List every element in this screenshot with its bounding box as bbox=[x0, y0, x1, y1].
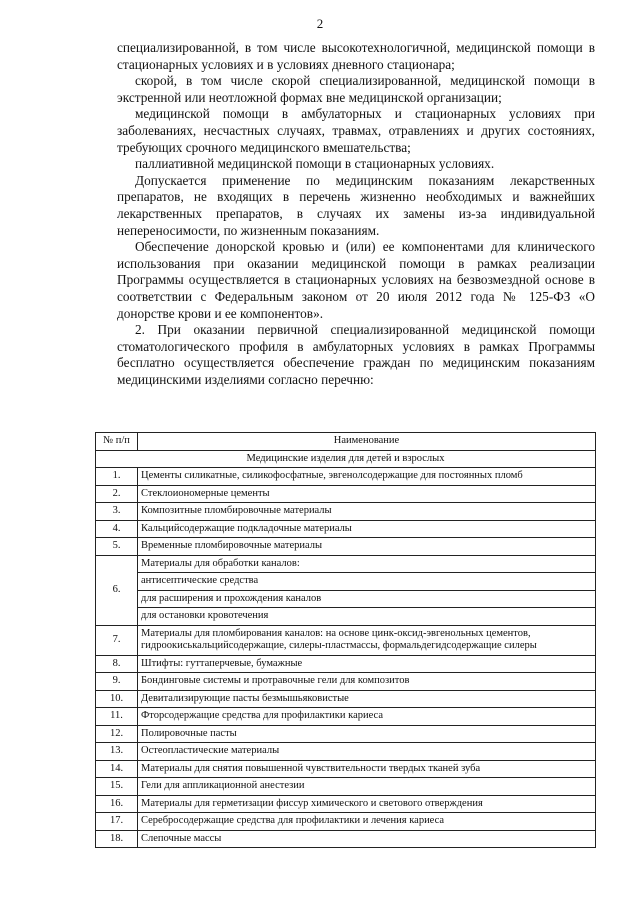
table-row bbox=[96, 690, 596, 708]
row-name: Материалы для обработки каналов: bbox=[138, 555, 596, 573]
table-row bbox=[96, 760, 596, 778]
row-number: 13. bbox=[96, 743, 138, 761]
table-row bbox=[96, 503, 596, 521]
table-row bbox=[96, 485, 596, 503]
table-row bbox=[96, 655, 596, 673]
row-number: 15. bbox=[96, 778, 138, 796]
row-name: Стеклоиономерные цементы bbox=[138, 485, 596, 503]
header-name: Наименование bbox=[138, 433, 596, 451]
row-name: Остеопластические материалы bbox=[138, 743, 596, 761]
table-header-row bbox=[96, 433, 596, 451]
row-name: Серебросодержащие средства для профилактики и лечения кариеса bbox=[138, 813, 596, 831]
row-number: 11. bbox=[96, 708, 138, 726]
row-name: Девитализирующие пасты безмышьяковистые bbox=[138, 690, 596, 708]
medical-items-table bbox=[95, 432, 596, 848]
row-name: Фторсодержащие средства для профилактики кариеса bbox=[138, 708, 596, 726]
row-name: Гели для аппликационной анестезии bbox=[138, 778, 596, 796]
row-number: 16. bbox=[96, 795, 138, 813]
row-number: 3. bbox=[96, 503, 138, 521]
table-row bbox=[96, 708, 596, 726]
paragraph: специализированной, в том числе высокотехнологичной, медицинской помощи в стационарных условиях и в условиях дневного стационара; bbox=[117, 40, 595, 72]
row-name: Бондинговые системы и протравочные гели для композитов bbox=[138, 673, 596, 691]
paragraph: 2. При оказании первичной специализированной медицинской помощи стоматологического профиля в амбулаторных условиях в рамках Программы бесплатно осуществляется обеспечение граждан по медицинским показаниям медицинскими изделиями согласно перечню: bbox=[117, 322, 595, 387]
row-name: Временные пломбировочные материалы bbox=[138, 538, 596, 556]
row-number: 7. bbox=[96, 625, 138, 655]
row-name: Штифты: гуттаперчевые, бумажные bbox=[138, 655, 596, 673]
table-row bbox=[96, 830, 596, 848]
table-subrow bbox=[96, 590, 596, 608]
group-title: Медицинские изделия для детей и взрослых bbox=[96, 450, 596, 468]
table-subrow bbox=[96, 608, 596, 626]
table-row bbox=[96, 538, 596, 556]
row-number: 8. bbox=[96, 655, 138, 673]
table-group-row bbox=[96, 450, 596, 468]
row-number: 14. bbox=[96, 760, 138, 778]
row-number: 12. bbox=[96, 725, 138, 743]
row-name: Материалы для пломбирования каналов: на основе цинк-оксид-эвгенольных цементов, гидроокиськальцийсодержащие, силеры-пластмассы, формальдегидсодержащие силеры bbox=[138, 625, 596, 655]
subrow-name: для расширения и прохождения каналов bbox=[138, 590, 596, 608]
paragraph: медицинской помощи в амбулаторных и стационарных условиях при заболеваниях, несчастных случаях, травмах, отравлениях и других состояниях, требующих срочного медицинского вмешательства; bbox=[117, 106, 595, 155]
row-number: 18. bbox=[96, 830, 138, 848]
row-name: Материалы для герметизации фиссур химического и светового отверждения bbox=[138, 795, 596, 813]
table-row bbox=[96, 555, 596, 573]
row-number: 10. bbox=[96, 690, 138, 708]
table-row bbox=[96, 795, 596, 813]
row-number: 1. bbox=[96, 468, 138, 486]
row-name: Композитные пломбировочные материалы bbox=[138, 503, 596, 521]
table-row bbox=[96, 520, 596, 538]
header-num: № п/п bbox=[96, 433, 138, 451]
row-number: 6. bbox=[96, 555, 138, 625]
row-number: 5. bbox=[96, 538, 138, 556]
table-subrow bbox=[96, 573, 596, 591]
row-name: Полировочные пасты bbox=[138, 725, 596, 743]
row-name: Материалы для снятия повышенной чувствительности твердых тканей зуба bbox=[138, 760, 596, 778]
paragraph: паллиативной медицинской помощи в стационарных условиях. bbox=[135, 156, 495, 172]
table-row bbox=[96, 468, 596, 486]
table-row bbox=[96, 725, 596, 743]
subrow-name: для остановки кровотечения bbox=[138, 608, 596, 626]
subrow-name: антисептические средства bbox=[138, 573, 596, 591]
table-row bbox=[96, 625, 596, 655]
body-text bbox=[117, 40, 595, 388]
paragraph: скорой, в том числе скорой специализированной, медицинской помощи в экстренной или неотложной формах вне медицинской организации; bbox=[117, 73, 595, 105]
table-row bbox=[96, 813, 596, 831]
table-row bbox=[96, 743, 596, 761]
row-name: Слепочные массы bbox=[138, 830, 596, 848]
table-row bbox=[96, 778, 596, 796]
row-number: 17. bbox=[96, 813, 138, 831]
paragraph: Допускается применение по медицинским показаниям лекарственных препаратов, не входящих в перечень жизненно необходимых и важнейших лекарственных препаратов, в случаях их замены из-за индивидуальной непереносимости, по жизненным показаниям. bbox=[117, 172, 595, 238]
row-name: Цементы силикатные, силикофосфатные, эвгенолсодержащие для постоянных пломб bbox=[138, 468, 596, 486]
row-number: 9. bbox=[96, 673, 138, 691]
row-number: 2. bbox=[96, 485, 138, 503]
table-row bbox=[96, 673, 596, 691]
paragraph: Обеспечение донорской кровью и (или) ее компонентами для клинического использования при оказании медицинской помощи в рамках реализации Программы осуществляется в стационарных условиях на безвозмездной основе в соответствии с Федеральным законом от 20 июля 2012 года № 125-ФЗ «О донорстве крови и ее компонентов». bbox=[117, 239, 595, 321]
page-number: 2 bbox=[316, 16, 324, 31]
row-name: Кальцийсодержащие подкладочные материалы bbox=[138, 520, 596, 538]
row-number: 4. bbox=[96, 520, 138, 538]
